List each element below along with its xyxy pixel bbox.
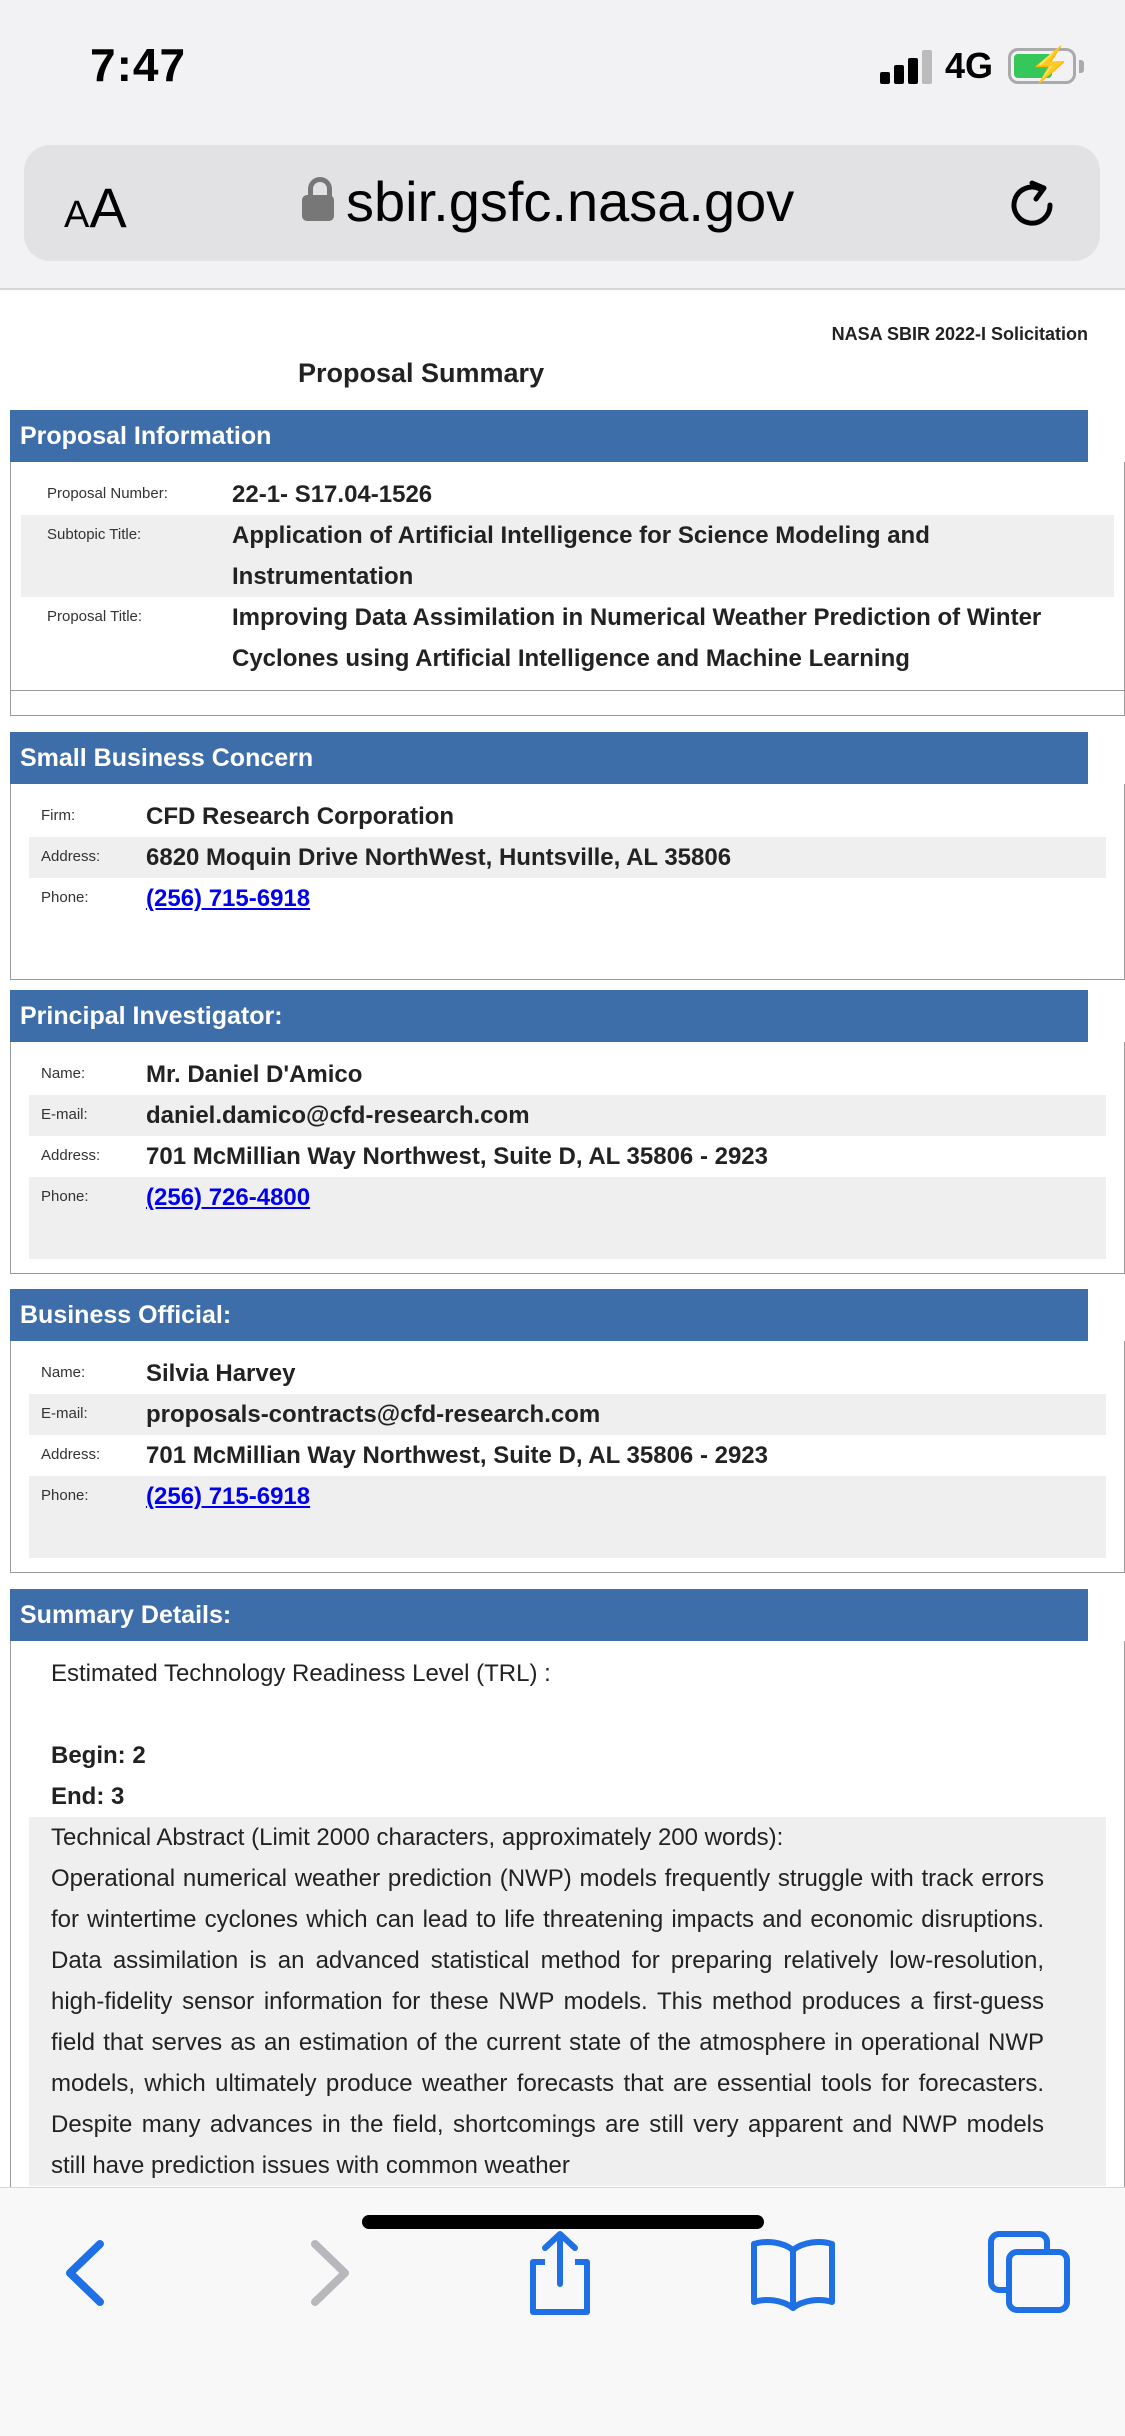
book-icon[interactable] bbox=[748, 2228, 838, 2318]
email-row bbox=[29, 1095, 1106, 1136]
firm-name: CFD Research Corporation bbox=[146, 803, 455, 830]
battery-charging-icon: ⚡ bbox=[1008, 48, 1076, 84]
address-row bbox=[29, 837, 1106, 878]
pi-address: 701 McMillian Way Northwest, Suite D, AL 35806 - 2923 bbox=[146, 1143, 768, 1170]
status-bar bbox=[0, 0, 1125, 135]
address-area bbox=[0, 135, 1125, 290]
section-header: Summary Details: bbox=[10, 1589, 1088, 1641]
url-text[interactable]: sbir.gsfc.nasa.gov bbox=[346, 170, 795, 233]
section-header: Business Official: bbox=[10, 1289, 1088, 1341]
section-body bbox=[10, 784, 1125, 980]
address-row bbox=[29, 1136, 1106, 1177]
pi-email: daniel.damico@cfd-research.com bbox=[146, 1102, 530, 1129]
field-label: Phone: bbox=[41, 889, 89, 906]
pi-name: Mr. Daniel D'Amico bbox=[146, 1061, 363, 1088]
business-official-section bbox=[10, 1289, 1125, 1573]
phone-row bbox=[29, 878, 1106, 919]
official-phone-link[interactable]: (256) 715-6918 bbox=[146, 1483, 311, 1510]
field-label: Address: bbox=[41, 848, 101, 865]
field-label: Subtopic Title: bbox=[47, 526, 142, 543]
section-body bbox=[10, 1341, 1125, 1573]
field-label: Name: bbox=[41, 1065, 86, 1082]
solicitation-label: NASA SBIR 2022-I Solicitation bbox=[831, 324, 1088, 344]
trl-begin: Begin: 2 bbox=[51, 1742, 146, 1769]
email-row bbox=[29, 1394, 1106, 1435]
summary-details-section bbox=[10, 1589, 1125, 2187]
share-icon[interactable] bbox=[515, 2228, 605, 2318]
field-label: Name: bbox=[41, 1364, 86, 1381]
phone-row bbox=[29, 1177, 1106, 1259]
status-time: 7:47 bbox=[90, 39, 187, 91]
name-row bbox=[29, 1353, 1106, 1394]
subtopic-title-row bbox=[21, 515, 1114, 597]
section-header: Small Business Concern bbox=[10, 732, 1088, 784]
chevron-right-icon[interactable] bbox=[283, 2228, 373, 2318]
web-page[interactable] bbox=[0, 292, 1125, 2187]
subtopic-title: Application of Artificial Intelligence for Science Modeling and Instrumentation bbox=[232, 522, 930, 590]
field-label: Address: bbox=[41, 1147, 101, 1164]
proposal-number: 22-1- S17.04-1526 bbox=[232, 481, 433, 508]
section-body bbox=[10, 1042, 1125, 1274]
firm-phone-link[interactable]: (256) 715-6918 bbox=[146, 885, 311, 912]
section-body bbox=[10, 462, 1125, 716]
address-row bbox=[29, 1435, 1106, 1476]
section-header: Principal Investigator: bbox=[10, 990, 1088, 1042]
official-name: Silvia Harvey bbox=[146, 1360, 296, 1387]
text-size-button[interactable]: AA bbox=[64, 176, 127, 239]
field-label: E-mail: bbox=[41, 1106, 88, 1123]
spacer bbox=[29, 1694, 1106, 1735]
section-body bbox=[10, 1641, 1125, 2187]
phone-row bbox=[29, 1476, 1106, 1558]
page-title: Proposal Summary bbox=[298, 358, 545, 388]
field-label: Address: bbox=[41, 1446, 101, 1463]
trl-end: End: 3 bbox=[51, 1783, 125, 1810]
url-bar[interactable] bbox=[24, 145, 1100, 261]
technical-abstract bbox=[29, 1817, 1106, 2186]
proposal-title-row bbox=[21, 597, 1114, 679]
field-label: Firm: bbox=[41, 807, 76, 824]
network-label: 4G bbox=[945, 45, 994, 86]
proposal-information-section bbox=[10, 410, 1125, 716]
reload-icon[interactable] bbox=[1002, 175, 1062, 235]
field-label: Phone: bbox=[41, 1487, 89, 1504]
pi-phone-link[interactable]: (256) 726-4800 bbox=[146, 1184, 311, 1211]
small-business-section bbox=[10, 732, 1125, 980]
official-address: 701 McMillian Way Northwest, Suite D, AL 35806 - 2923 bbox=[146, 1442, 768, 1469]
proposal-number-row bbox=[21, 474, 1114, 515]
signal-icon bbox=[880, 50, 932, 84]
firm-address: 6820 Moquin Drive NorthWest, Huntsville, AL 35806 bbox=[146, 844, 732, 871]
principal-investigator-section bbox=[10, 990, 1125, 1274]
abstract-label: Technical Abstract (Limit 2000 characters, approximately 200 words): bbox=[51, 1824, 784, 1851]
section-header: Proposal Information bbox=[10, 410, 1088, 462]
name-row bbox=[29, 1054, 1106, 1095]
field-label: Proposal Title: bbox=[47, 608, 143, 625]
field-label: Phone: bbox=[41, 1188, 89, 1205]
firm-row bbox=[29, 796, 1106, 837]
tabs-icon[interactable] bbox=[985, 2228, 1075, 2318]
lock-icon bbox=[302, 195, 334, 221]
battery-tip bbox=[1079, 60, 1084, 73]
chevron-left-icon[interactable] bbox=[42, 2228, 132, 2318]
field-label: E-mail: bbox=[41, 1405, 88, 1422]
official-email: proposals-contracts@cfd-research.com bbox=[146, 1401, 601, 1428]
trl-label: Estimated Technology Readiness Level (TRL) : bbox=[51, 1660, 551, 1687]
proposal-title: Improving Data Assimilation in Numerical Weather Prediction of Winter Cyclones using Artificial Intelligence and Machine Learning bbox=[232, 604, 1042, 672]
field-label: Proposal Number: bbox=[47, 485, 168, 502]
abstract-text: Operational numerical weather prediction (NWP) models frequently struggle with track errors for wintertime cyclones which can lead to life threatening impacts and economic disruptions. Data assimilation is an advanced statistical method for preparing relatively low-resolution, high-fidelity sensor information for these NWP models. This method produces a first-guess field that serves as an estimation of the current state of the atmosphere in operational NWP models, which ultimately produce weather forecasts that are essential tools for forecasters. Despite many advances in the field, shortcomings are still very apparent and NWP models still have prediction issues with common weather bbox=[51, 1865, 1044, 2179]
home-indicator bbox=[362, 2215, 764, 2229]
